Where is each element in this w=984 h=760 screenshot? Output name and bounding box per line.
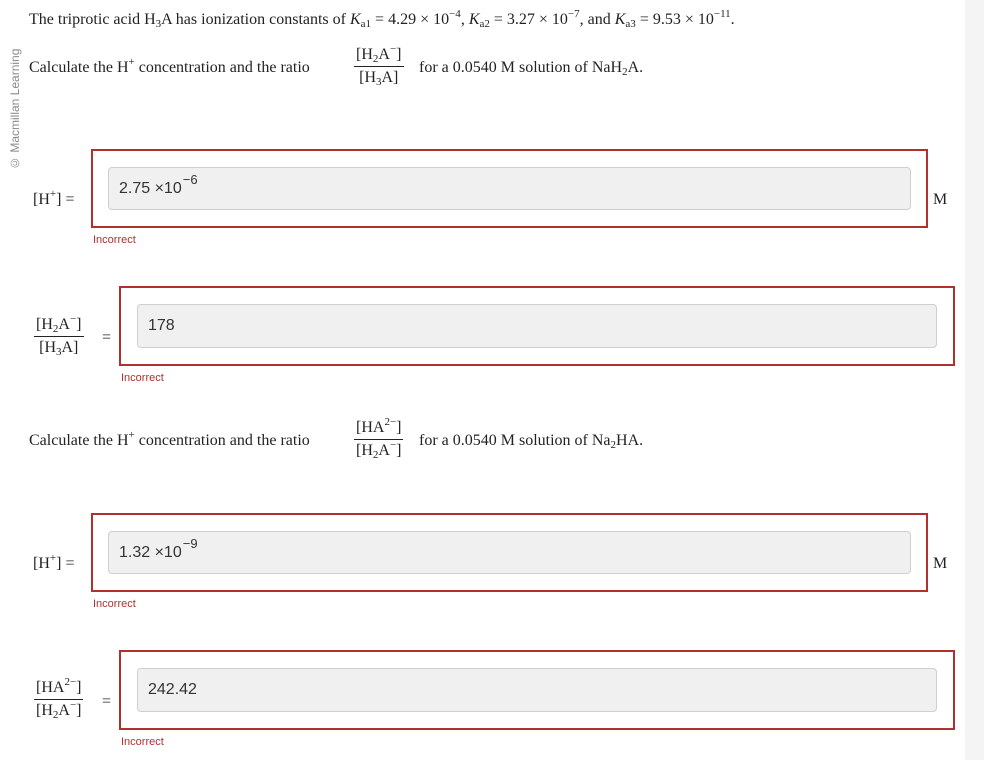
part2-h-input[interactable]: 1.32 ×10 −9 [108, 531, 911, 574]
part2-prompt-end: for a 0.0540 M solution of $Na_2HA$. [419, 432, 644, 451]
part1-ratio-status: Incorrect [121, 372, 164, 384]
part1-ratio-label: $[H_2A^-]$ $[H_3A]$ [36, 313, 82, 358]
part2-ratio-status: Incorrect [121, 736, 164, 748]
part2-ratio-input[interactable]: 242.42 [137, 668, 937, 712]
right-edge-strip [965, 0, 984, 760]
part2-prompt: Calculate the H+ concentration and the ratio [29, 429, 310, 449]
copyright-label: © Macmillan Learning [8, 48, 22, 170]
part1-h-status: Incorrect [93, 234, 136, 246]
part2-h-unit: M [933, 555, 948, 572]
part2-ratio-label: $[HA^{2-}]$ $[H_2A^-]$ [35, 676, 82, 721]
part1-ratio-fraction: $[H_2A^-]$ $[H_3A]$ [356, 43, 402, 88]
part1-h-unit: M [933, 191, 948, 208]
part1-prompt: Calculate the H+ concentration and the ratio [29, 56, 310, 76]
part1-ratio-input[interactable]: 178 [137, 304, 937, 348]
problem-statement: The triprotic acid $H_3A$ has ionization constants of $K_{a1} = 4.29 \times 10^{-4}$, $K_{a2} = 3.27 \times 10^{-7}$, and $K_{a3} = 9.53 \times 10^{-11}$. [29, 8, 735, 30]
part2-h-status: Incorrect [93, 598, 136, 610]
part1-prompt-end: for a 0.0540 M solution of NaH$_2$A. [419, 59, 644, 78]
part1-h-label: [H+] = [33, 188, 75, 208]
part2-ratio-fraction: $[HA^{2-}]$ $[H_2A^-]$ [355, 416, 402, 461]
part2-ratio-equals: = [102, 693, 112, 710]
part2-h-label: [H+] = [33, 552, 75, 572]
part1-ratio-equals: = [102, 329, 112, 346]
part1-h-input[interactable]: 2.75 ×10 −6 [108, 167, 911, 210]
